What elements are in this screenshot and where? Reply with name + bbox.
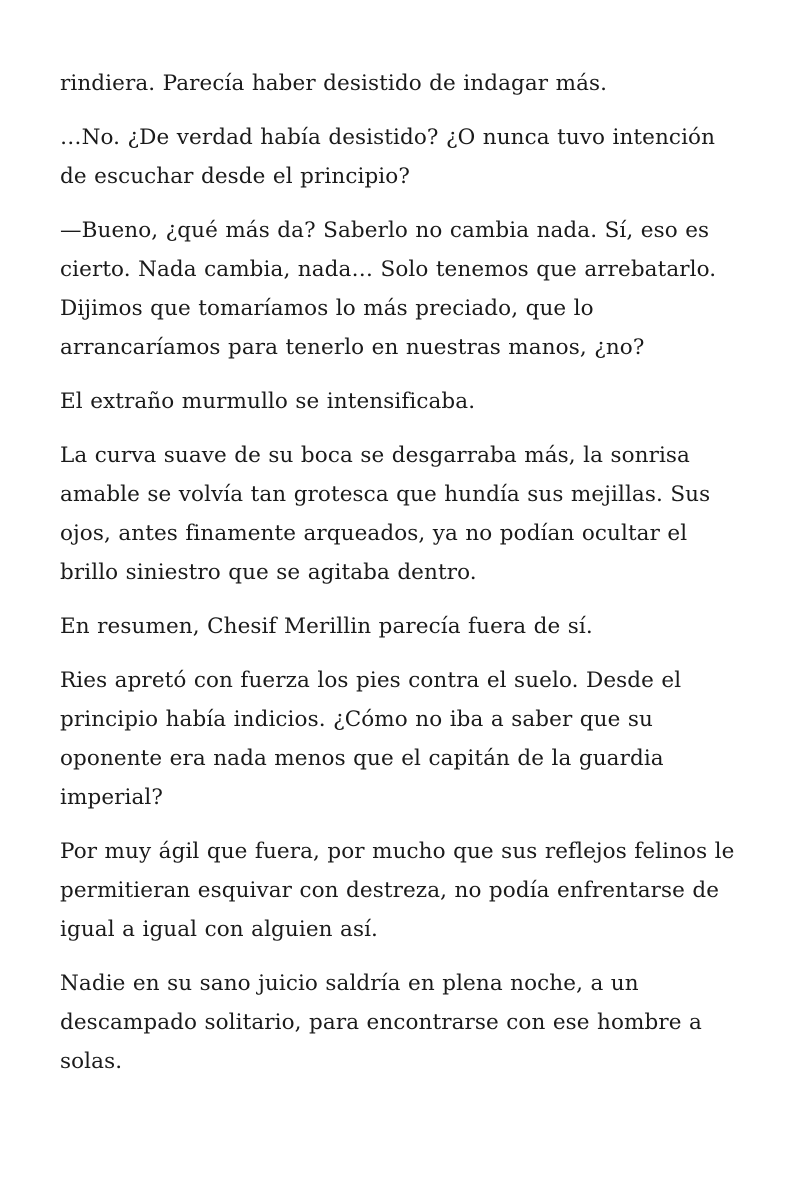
paragraph: …No. ¿De verdad había desistido? ¿O nunca tuvo intención de escuchar desde el principio? — [60, 125, 716, 189]
paragraph: —Bueno, ¿qué más da? Saberlo no cambia nada. Sí, eso es cierto. Nada cambia, nada… Solo tenemos que arrebatarlo. Dijimos que tomaríamos lo más preciado, que lo arrancaríamos para tenerlo en nuestras manos, ¿no? — [60, 218, 717, 360]
paragraph: La curva suave de su boca se desgarraba más, la sonrisa amable se volvía tan grotesca que hundía sus mejillas. Sus ojos, antes finamente arqueados, ya no podían ocultar el brillo siniestro que se agitaba dentro. — [60, 443, 711, 585]
paragraph: rindiera. Parecía haber desistido de indagar más. — [60, 71, 608, 96]
paragraph: Por muy ágil que fuera, por mucho que sus reflejos felinos le permitieran esquivar con destreza, no podía enfrentarse de igual a igual con alguien así. — [60, 839, 735, 942]
paragraph: Ries apretó con fuerza los pies contra el suelo. Desde el principio había indicios. ¿Cómo no iba a saber que su oponente era nada menos que el capitán de la guardia imperial? — [60, 668, 682, 810]
paragraph: En resumen, Chesif Merillin parecía fuera de sí. — [60, 614, 593, 639]
paragraph: Nadie en su sano juicio saldría en plena noche, a un descampado solitario, para encontrarse con ese hombre a solas. — [60, 971, 702, 1074]
paragraph: El extraño murmullo se intensificaba. — [60, 389, 476, 414]
